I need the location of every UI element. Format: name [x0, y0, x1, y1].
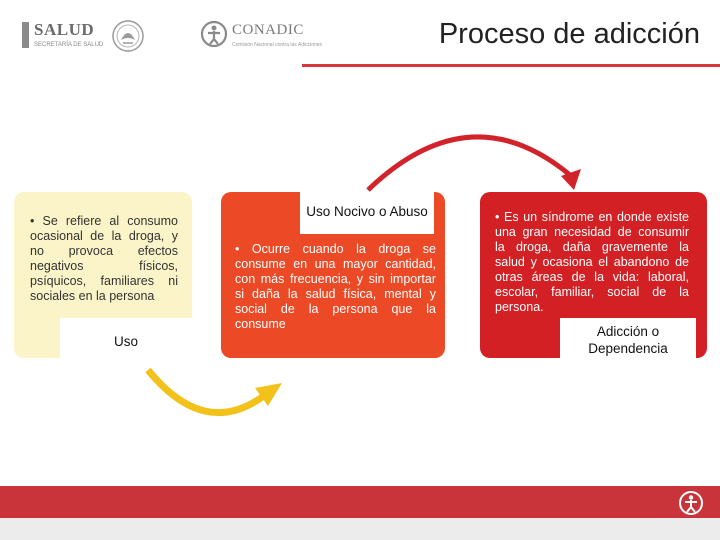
conadic-logo-text: CONADIC	[232, 22, 304, 38]
arrow-uso-to-abuso	[148, 370, 265, 413]
bullet: •	[235, 242, 240, 256]
stage-abuso-text: Ocurre cuando la droga se consume en una mayor cantidad, con más frecuencia, y sin importar si daña la salud física, mental y social de la persona que la consume	[235, 242, 436, 331]
stage-uso-label: Uso	[113, 334, 138, 349]
conadic-footer-icon	[674, 490, 708, 516]
conadic-logo-subtitle: Comisión Nacional contra las Adicciones	[232, 42, 323, 48]
salud-logo-subtitle: SECRETARÍA DE SALUD	[34, 42, 104, 48]
salud-logo-text: SALUD	[34, 20, 95, 39]
stage-uso-text: Se refiere al consumo ocasional de la droga, y no provoca efectos negativos físicos, psíquicos, familiares ni sociales en la persona	[30, 214, 178, 303]
arrow-abuso-to-adiccion	[368, 137, 570, 190]
bullet: •	[30, 214, 35, 228]
slide-title: Proceso de adicción	[438, 18, 700, 50]
bullet: •	[495, 210, 500, 224]
footer-bar	[0, 486, 720, 518]
stage-adiccion-label: Adicción o Dependencia	[588, 324, 668, 356]
stage-abuso-label: Uso Nocivo o Abuso	[306, 204, 428, 219]
footer-stripe	[0, 518, 720, 540]
stage-adiccion-text: Es un síndrome en donde existe una gran necesidad de consumir la droga, daña gravemente la salud y ocasiona el abandono de otras áreas de la vida: laboral, escolar, familiar, social de la persona.	[495, 210, 689, 314]
